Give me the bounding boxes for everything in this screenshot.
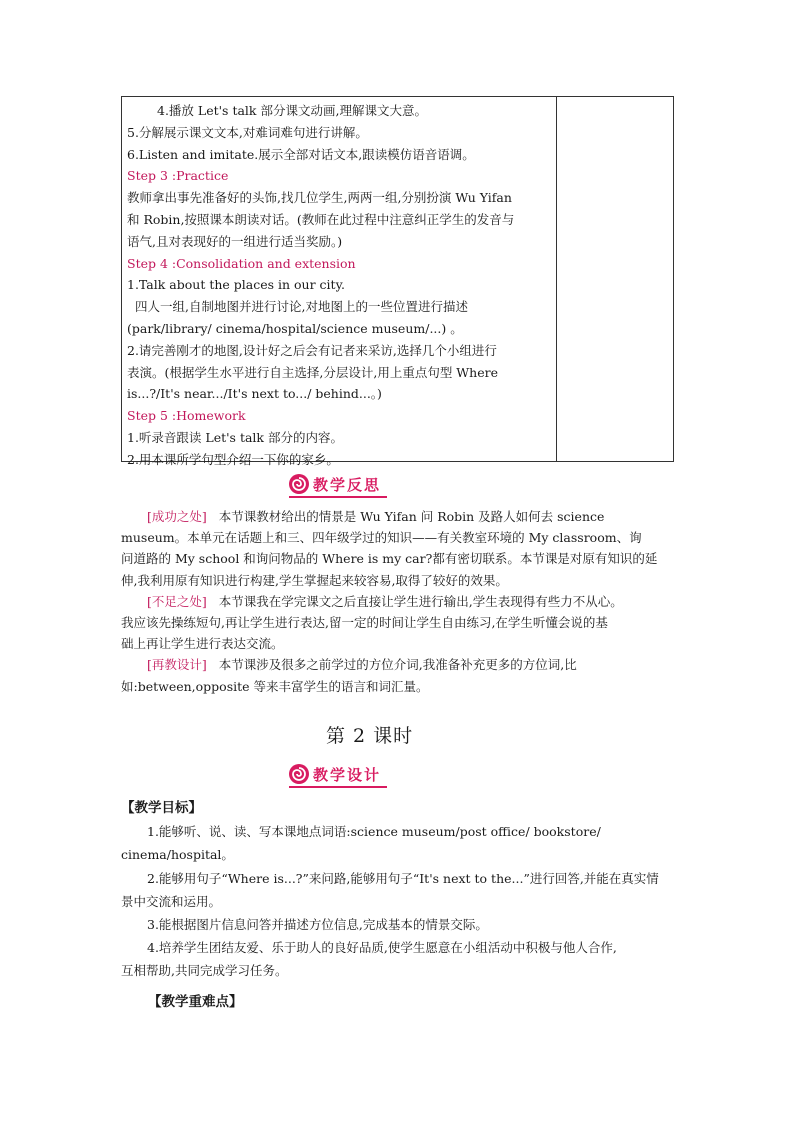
spiral-logo-icon xyxy=(289,474,309,494)
badge-underline xyxy=(289,786,387,788)
redesign-text: 本节课涉及很多之前学过的方位介词,我准备补充更多的方位词,比 xyxy=(218,657,577,673)
table-text-line: (park/library/ cinema/hospital/science museum/...) 。 xyxy=(127,320,463,336)
table-text-line: 6.Listen and imitate.展示全部对话文本,跟读模仿语音语调。 xyxy=(127,146,475,162)
spiral-logo-icon xyxy=(289,764,309,784)
table-text-line: 4.播放 Let's talk 部分课文动画,理解课文大意。 xyxy=(157,103,427,118)
reflection-body xyxy=(121,506,681,697)
table-text-line: 2.用本课所学句型介绍一下你的家乡。 xyxy=(127,451,339,467)
redesign-tag: [再教设计] xyxy=(147,657,207,673)
reflection-title: 教学反思 xyxy=(313,475,382,494)
success-text: 本节课教材给出的情景是 Wu Yifan 问 Robin 及路人如何去 science xyxy=(218,509,605,524)
table-text-line: 表演。(根据学生水平进行自主选择,分层设计,用上重点句型 Where xyxy=(127,364,498,380)
table-text-line: 四人一组,自制地图并进行讨论,对地图上的一些位置进行描述 xyxy=(135,299,468,315)
success-line: 伸,我利用原有知识进行构建,学生掌握起来较容易,取得了较好的效果。 xyxy=(121,572,508,588)
step-heading: Step 5 :Homework xyxy=(127,408,246,424)
table-text-line: 和 Robin,按照课本朗读对话。(教师在此过程中注意纠正学生的发音与 xyxy=(127,211,515,227)
design-section-badge xyxy=(289,763,381,785)
table-text-line: 1.听录音跟读 Let's talk 部分的内容。 xyxy=(127,429,343,445)
objective-line: 1.能够听、说、读、写本课地点词语:science museum/post office/ bookstore/ xyxy=(147,824,601,840)
objective-line: 4.培养学生团结友爱、乐于助人的良好品质,使学生愿意在小组活动中积极与他人合作, xyxy=(147,940,617,956)
design-body xyxy=(121,797,681,983)
shortcoming-text: 本节课我在学完课文之后直接让学生进行输出,学生表现得有些力不从心。 xyxy=(218,593,623,609)
objective-line: 景中交流和运用。 xyxy=(121,893,222,909)
badge-underline xyxy=(289,496,387,498)
table-content-cell xyxy=(127,100,552,471)
shortcoming-line: 我应该先操练短句,再让学生进行表达,留一定的时间让学生自由练习,在学生听懂会说的基 xyxy=(121,614,608,630)
lesson-steps-table xyxy=(121,96,674,467)
table-text-line: 1.Talk about the places in our city. xyxy=(127,277,345,293)
objective-line: 3.能根据图片信息问答并描述方位信息,完成基本的情景交际。 xyxy=(147,916,488,932)
shortcoming-line: 础上再让学生进行表达交流。 xyxy=(121,636,284,652)
table-text-line: 5.分解展示课文文本,对难词难句进行讲解。 xyxy=(127,124,368,140)
design-title: 教学设计 xyxy=(313,765,382,784)
keypoints-header: 【教学重难点】 xyxy=(148,994,243,1010)
objective-line: 互相帮助,共同完成学习任务。 xyxy=(121,963,288,979)
redesign-line: 如:between,opposite 等来丰富学生的语言和词汇量。 xyxy=(121,678,429,694)
success-line: museum。本单元在话题上和三、四年级学过的知识——有关教室环境的 My classroom、询 xyxy=(121,530,642,546)
success-line xyxy=(121,506,681,527)
table-text-line: 教师拿出事先准备好的头饰,找几位学生,两两一组,分别扮演 Wu Yifan xyxy=(127,190,512,206)
lesson-heading: 第 2 课时 xyxy=(326,725,414,747)
objective-line: cinema/hospital。 xyxy=(121,847,234,863)
reflection-section-badge xyxy=(289,473,381,495)
objective-line: 2.能够用句子“Where is...?”来问路,能够用句子“It's next to the...”进行回答,并能在真实情 xyxy=(147,870,659,886)
table-text-line: 语气,且对表现好的一组进行适当奖励。) xyxy=(127,233,343,249)
shortcoming-line xyxy=(121,591,681,612)
shortcoming-tag: [不足之处] xyxy=(147,593,207,609)
step-heading: Step 3 :Practice xyxy=(127,168,229,184)
objectives-header: 【教学目标】 xyxy=(121,800,202,816)
success-tag: [成功之处] xyxy=(147,509,207,524)
redesign-line xyxy=(121,654,681,675)
step-heading: Step 4 :Consolidation and extension xyxy=(127,255,356,271)
table-column-divider xyxy=(556,97,557,461)
table-text-line: is...?/It's near.../It's next to.../ behind...。) xyxy=(127,386,382,402)
table-text-line: 2.请完善刚才的地图,设计好之后会有记者来采访,选择几个小组进行 xyxy=(127,342,497,358)
success-line: 问道路的 My school 和询问物品的 Where is my car?都有密切联系。本节课是对原有知识的延 xyxy=(121,551,658,567)
